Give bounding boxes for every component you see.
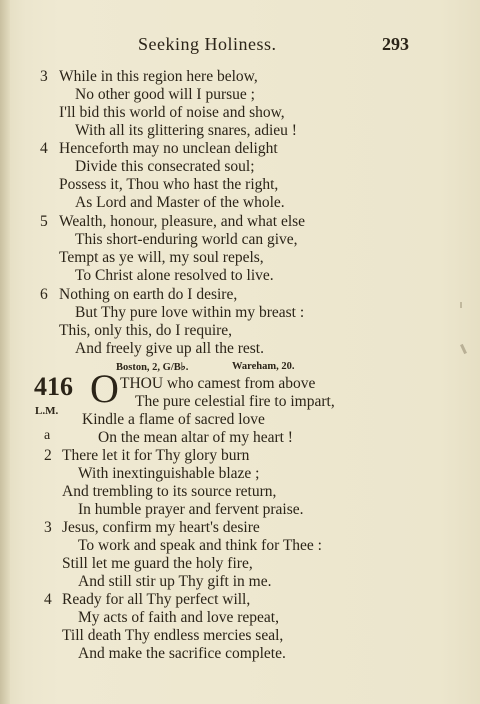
verse-line: With all its glittering snares, adieu ! bbox=[75, 122, 297, 139]
verse-line: And trembling to its source return, bbox=[62, 483, 277, 500]
verse-line: The pure celestial fire to impart, bbox=[135, 393, 335, 410]
verse-line: Till death Thy endless mercies seal, bbox=[62, 627, 284, 644]
verse-line: I'll bid this world of noise and show, bbox=[59, 104, 285, 121]
verse-line: While in this region here below, bbox=[59, 68, 258, 85]
verse-line: No other good will I pursue ; bbox=[75, 86, 255, 103]
verse-number: 5 bbox=[40, 213, 48, 230]
verse-line: Jesus, confirm my heart's desire bbox=[62, 519, 260, 536]
verse-line: This, only this, do I require, bbox=[59, 322, 233, 339]
verse-line: Henceforth may no unclean delight bbox=[59, 140, 278, 157]
verse-line: On the mean altar of my heart ! bbox=[98, 429, 293, 446]
ink-smudge bbox=[460, 344, 467, 354]
verse-number: 3 bbox=[40, 68, 48, 85]
verse-line: But Thy pure love within my breast : bbox=[75, 304, 305, 321]
verse-line: Kindle a flame of sacred love bbox=[82, 411, 265, 428]
tune-name-alt: Wareham, 20. bbox=[232, 361, 295, 372]
page-number: 293 bbox=[382, 34, 409, 54]
verse-line: To work and speak and think for Thee : bbox=[78, 537, 322, 554]
verse-line: And make the sacrifice complete. bbox=[78, 645, 286, 662]
verse-number: 3 bbox=[44, 519, 52, 536]
verse-line: Wealth, honour, pleasure, and what else bbox=[59, 213, 306, 230]
verse-line: Ready for all Thy perfect will, bbox=[62, 591, 251, 608]
verse-line: With inextinguishable blaze ; bbox=[78, 465, 260, 482]
verse-line: Nothing on earth do I desire, bbox=[59, 286, 238, 303]
tune-name: Boston, 2, G/B♭. bbox=[116, 362, 189, 373]
verse-line: THOU who camest from above bbox=[120, 375, 316, 392]
verse-number: 2 bbox=[44, 447, 52, 464]
verse-line: As Lord and Master of the whole. bbox=[75, 194, 285, 211]
verse-line: Still let me guard the holy fire, bbox=[62, 555, 253, 572]
verse-line: And freely give up all the rest. bbox=[75, 340, 264, 357]
drop-cap: O bbox=[90, 366, 119, 411]
verse-line: To Christ alone resolved to live. bbox=[75, 267, 274, 284]
verse-number: 4 bbox=[44, 591, 52, 608]
ink-smudge bbox=[460, 302, 462, 308]
verse-line: This short-enduring world can give, bbox=[75, 231, 298, 248]
verse-line: Possess it, Thou who hast the right, bbox=[59, 176, 279, 193]
verse-number: 4 bbox=[40, 140, 48, 157]
verse-line: And still stir up Thy gift in me. bbox=[78, 573, 272, 590]
verse-line: Divide this consecrated soul; bbox=[75, 158, 255, 175]
running-title: Seeking Holiness. bbox=[138, 34, 277, 54]
meter-label: L.M. bbox=[35, 405, 59, 417]
verse-number: 6 bbox=[40, 286, 48, 303]
verse-line: Tempt as ye will, my soul repels, bbox=[59, 249, 264, 266]
margin-mark: a bbox=[44, 428, 51, 443]
page-header bbox=[0, 34, 480, 58]
verse-line: In humble prayer and fervent praise. bbox=[78, 501, 304, 518]
hymn-number: 416 bbox=[34, 372, 73, 401]
page-binding-shadow bbox=[0, 0, 10, 704]
verse-line: My acts of faith and love repeat, bbox=[78, 609, 279, 626]
verse-line: There let it for Thy glory burn bbox=[62, 447, 250, 464]
